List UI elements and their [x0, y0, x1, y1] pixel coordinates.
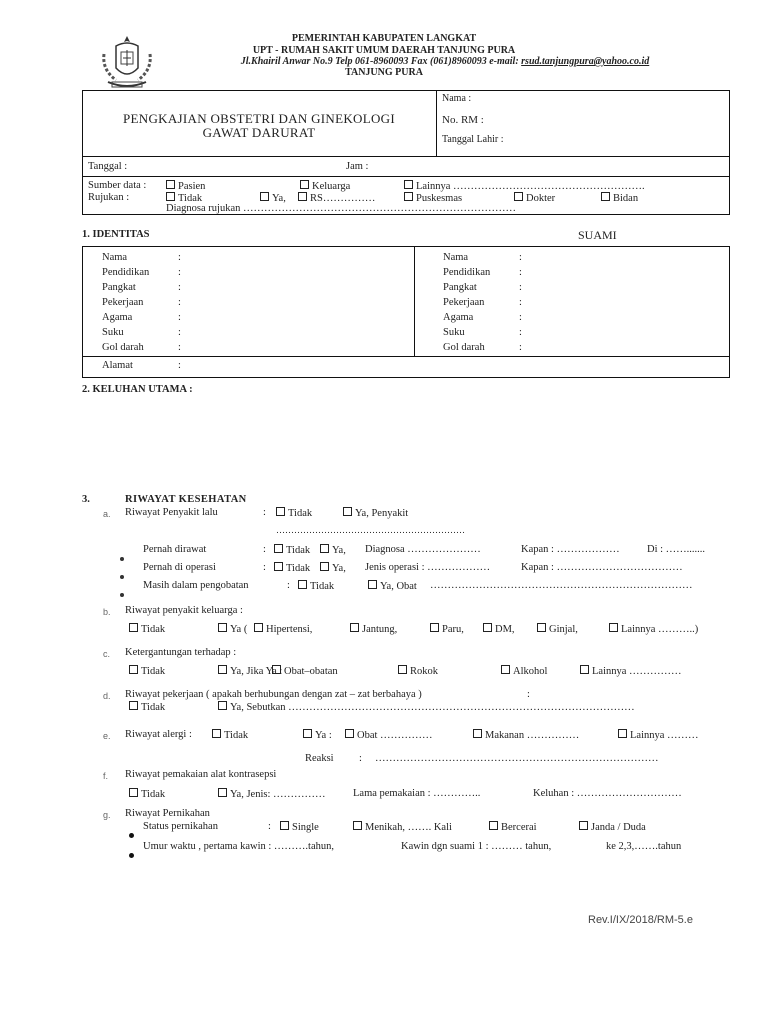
checkbox-icon[interactable] — [514, 192, 523, 201]
identitas-field-label: Pendidikan — [102, 267, 150, 278]
rujukan-tidak[interactable]: Tidak — [166, 192, 202, 205]
patient-no-rm[interactable]: No. RM : — [442, 114, 484, 126]
riwayat-heading: RIWAYAT KESEHATAN — [125, 494, 247, 505]
riwayat-e-option[interactable]: Lainnya ……… — [618, 729, 699, 742]
checkbox-icon[interactable] — [276, 507, 285, 516]
checkbox-icon[interactable] — [537, 623, 546, 632]
checkbox-icon[interactable] — [320, 544, 329, 553]
riwayat-c-label: Ketergantungan terhadap : — [125, 647, 237, 658]
checkbox-icon[interactable] — [368, 580, 377, 589]
colon: : — [287, 580, 290, 591]
identitas-field-colon[interactable]: : — [519, 297, 522, 308]
checkbox-icon[interactable] — [129, 623, 138, 632]
checkbox-icon[interactable] — [343, 507, 352, 516]
header-line2: UPT - RUMAH SAKIT UMUM DAERAH TANJUNG PURA — [252, 45, 516, 56]
riwayat-b-option[interactable]: Paru, — [430, 623, 464, 636]
riwayat-a-letter: a. — [103, 509, 111, 519]
rujukan-label: Rujukan : — [88, 192, 130, 203]
identitas-field-colon[interactable]: : — [178, 282, 181, 293]
colon: : — [359, 753, 362, 764]
form-title-line1: PENGKAJIAN OBSTETRI DAN GINEKOLOGI — [123, 111, 395, 126]
colon: : — [263, 562, 266, 573]
bullet-icon — [120, 584, 124, 602]
riwayat-b-option[interactable]: DM, — [483, 623, 515, 636]
riwayat-a-item-di[interactable]: Di : ……....... — [647, 544, 706, 555]
riwayat-c-option[interactable]: Rokok — [398, 665, 438, 678]
identitas-field-label: Suku — [102, 327, 124, 338]
reaksi-field[interactable]: ……………………………………………………………………… — [375, 753, 659, 764]
checkbox-icon[interactable] — [303, 729, 312, 738]
colon: : — [263, 544, 266, 555]
rujukan-puskesmas[interactable]: Puskesmas — [404, 192, 462, 205]
diagnosa-rujukan[interactable]: Diagnosa rujukan …………………………………………………………………… — [166, 203, 516, 214]
checkbox-icon[interactable] — [501, 665, 510, 674]
status-pernikahan-option[interactable]: Janda / Duda — [579, 821, 646, 834]
checkbox-icon[interactable] — [298, 192, 307, 201]
riwayat-a-item-ya[interactable]: Ya, Obat — [368, 580, 417, 593]
identitas-field-colon[interactable]: : — [519, 267, 522, 278]
checkbox-icon[interactable] — [218, 665, 227, 674]
alamat-label: Alamat — [102, 360, 133, 371]
checkbox-icon[interactable] — [350, 623, 359, 632]
checkbox-icon[interactable] — [274, 544, 283, 553]
checkbox-icon[interactable] — [489, 821, 498, 830]
status-pernikahan-option[interactable]: Bercerai — [489, 821, 537, 834]
riwayat-b-option[interactable]: Hipertensi, — [254, 623, 312, 636]
identitas-field-colon[interactable]: : — [178, 252, 181, 263]
riwayat-c-letter: c. — [103, 649, 111, 659]
bullet-icon — [120, 566, 124, 584]
identitas-field-colon[interactable]: : — [178, 267, 181, 278]
colon: : — [527, 689, 530, 700]
identitas-field-colon[interactable]: : — [178, 312, 181, 323]
riwayat-f-letter: f. — [103, 771, 109, 781]
riwayat-f-tidak[interactable]: Tidak — [129, 788, 165, 801]
checkbox-icon[interactable] — [483, 623, 492, 632]
riwayat-num: 3. — [82, 494, 90, 505]
suami-heading: SUAMI — [578, 228, 617, 242]
checkbox-icon[interactable] — [272, 665, 281, 674]
checkbox-icon[interactable] — [274, 562, 283, 571]
status-pernikahan-option[interactable]: Single — [280, 821, 319, 834]
bullet-icon — [129, 825, 134, 843]
identitas-field-colon[interactable]: : — [519, 312, 522, 323]
identitas-field-label: Gol darah — [443, 342, 485, 353]
riwayat-b-option[interactable]: Jantung, — [350, 623, 397, 636]
identitas-field-label: Nama — [443, 252, 469, 263]
riwayat-f-label: Riwayat pemakaian alat kontrasepsi — [125, 769, 277, 780]
identitas-field-label: Agama — [443, 312, 474, 323]
riwayat-d-tidak[interactable]: Tidak — [129, 701, 165, 714]
checkbox-icon[interactable] — [129, 665, 138, 674]
riwayat-e-tidak[interactable]: Tidak — [212, 729, 248, 742]
header-address: Jl.Khairil Anwar No.9 Telp 061-8960093 Fax (061)8960093 e-mail: rsud.tanjungpura@yahoo.co.id — [240, 56, 650, 67]
checkbox-icon[interactable] — [398, 665, 407, 674]
identitas-field-colon[interactable]: : — [519, 327, 522, 338]
riwayat-c-option[interactable]: Alkohol — [501, 665, 547, 678]
status-pernikahan-option[interactable]: Menikah, ……. Kali — [353, 821, 452, 834]
riwayat-f-ya[interactable]: Ya, Jenis: …………… — [218, 788, 325, 801]
checkbox-icon[interactable] — [280, 821, 289, 830]
colon: : — [268, 821, 271, 832]
sumber-data-label: Sumber data : — [88, 180, 147, 191]
riwayat-b-label: Riwayat penyakit keluarga : — [125, 605, 243, 616]
riwayat-a-item-tidak[interactable]: Tidak — [298, 580, 334, 593]
riwayat-e-ya[interactable]: Ya : — [303, 729, 332, 742]
riwayat-g-letter: g. — [103, 810, 111, 820]
rujukan-dokter[interactable]: Dokter — [514, 192, 555, 205]
header-line4: TANJUNG PURA — [345, 67, 423, 78]
checkbox-icon[interactable] — [260, 192, 269, 201]
riwayat-b-option[interactable]: Lainnya ………..) — [609, 623, 698, 636]
riwayat-a-item-label: Pernah dirawat — [143, 544, 207, 555]
checkbox-icon[interactable] — [580, 665, 589, 674]
riwayat-a-item-detail[interactable]: Jenis operasi : ……………… — [365, 562, 491, 573]
rujukan-rs[interactable]: RS…………… — [298, 192, 375, 205]
identitas-field-label: Nama — [102, 252, 128, 263]
identitas-heading: 1. IDENTITAS — [82, 229, 150, 240]
riwayat-b-tidak[interactable]: Tidak — [129, 623, 165, 636]
riwayat-a-item-tidak[interactable]: Tidak — [274, 544, 310, 557]
checkbox-icon[interactable] — [218, 623, 227, 632]
identitas-field-label: Pangkat — [443, 282, 477, 293]
sumber-lainnya[interactable]: Lainnya ………………………………………………. — [404, 180, 645, 193]
riwayat-a-item-label: Masih dalam pengobatan — [143, 580, 249, 591]
riwayat-a-item-kapan[interactable]: Kapan : ……………… — [521, 544, 620, 555]
identitas-field-label: Agama — [102, 312, 133, 323]
kawin-suami[interactable]: Kawin dgn suami 1 : ……… tahun, — [401, 841, 552, 852]
checkbox-icon[interactable] — [345, 729, 354, 738]
riwayat-a-item-kapan[interactable]: Kapan : ……………………………… — [521, 562, 683, 573]
checkbox-icon[interactable] — [166, 192, 175, 201]
checkbox-icon[interactable] — [579, 821, 588, 830]
riwayat-a-ya[interactable]: Ya, Penyakit — [343, 507, 408, 520]
riwayat-a-tidak[interactable]: Tidak — [276, 507, 312, 520]
bullet-icon — [120, 548, 124, 566]
sumber-keluarga[interactable]: Keluarga — [300, 180, 350, 193]
colon: : — [263, 507, 266, 518]
riwayat-e-label: Riwayat alergi : — [125, 729, 192, 740]
riwayat-a-item-detail[interactable]: ………………………………………………………………… — [430, 580, 693, 591]
riwayat-a-dots[interactable]: ……………………………………………………… — [276, 525, 465, 535]
checkbox-icon[interactable] — [212, 729, 221, 738]
riwayat-d-label: Riwayat pekerjaan ( apakah berhubungan dengan zat – zat berbahaya ) — [125, 689, 422, 700]
checkbox-icon[interactable] — [430, 623, 439, 632]
sumber-pasien[interactable]: Pasien — [166, 180, 205, 193]
checkbox-icon[interactable] — [254, 623, 263, 632]
riwayat-d-letter: d. — [103, 691, 111, 701]
umur-kawin[interactable]: Umur waktu , pertama kawin : ……….tahun, — [143, 841, 334, 852]
riwayat-b-option[interactable]: Ginjal, — [537, 623, 578, 636]
checkbox-icon[interactable] — [609, 623, 618, 632]
header-line1: PEMERINTAH KABUPATEN LANGKAT — [291, 33, 477, 44]
jam-field[interactable]: Jam : — [346, 161, 369, 172]
bullet-icon — [129, 845, 134, 863]
identitas-field-label: Pekerjaan — [443, 297, 485, 308]
identitas-field-colon[interactable]: : — [519, 252, 522, 263]
checkbox-icon[interactable] — [298, 580, 307, 589]
rujukan-ya[interactable]: Ya, — [260, 192, 286, 205]
identitas-field-label: Pekerjaan — [102, 297, 144, 308]
patient-nama[interactable]: Nama : — [442, 93, 472, 104]
header-email: rsud.tanjungpura@yahoo.co.id — [521, 56, 650, 67]
riwayat-a-item-detail[interactable]: Diagnosa ………………… — [365, 544, 481, 555]
riwayat-d-ya[interactable]: Ya, Sebutkan ……………………………………………………………………………………… — [218, 701, 635, 714]
identitas-field-label: Pangkat — [102, 282, 136, 293]
identitas-field-colon[interactable]: : — [178, 342, 181, 353]
identitas-field-colon[interactable]: : — [519, 282, 522, 293]
reaksi-label: Reaksi — [305, 753, 334, 764]
alamat-colon[interactable]: : — [178, 360, 181, 371]
rujukan-bidan[interactable]: Bidan — [601, 192, 638, 205]
riwayat-b-ya[interactable]: Ya ( — [218, 623, 247, 636]
checkbox-icon[interactable] — [618, 729, 627, 738]
checkbox-icon[interactable] — [218, 788, 227, 797]
checkbox-icon[interactable] — [353, 821, 362, 830]
identitas-field-label: Suku — [443, 327, 465, 338]
riwayat-f-lama[interactable]: Lama pemakaian : ………….. — [353, 788, 481, 799]
patient-tanggal-lahir[interactable]: Tanggal Lahir : — [442, 134, 504, 145]
identitas-field-colon[interactable]: : — [178, 297, 181, 308]
identitas-field-label: Pendidikan — [443, 267, 491, 278]
checkbox-icon[interactable] — [473, 729, 482, 738]
status-pernikahan-label: Status pernikahan — [143, 821, 218, 832]
riwayat-a-item-label: Pernah di operasi — [143, 562, 216, 573]
checkbox-icon[interactable] — [601, 192, 610, 201]
identitas-field-label: Gol darah — [102, 342, 144, 353]
keluhan-heading: 2. KELUHAN UTAMA : — [82, 384, 193, 395]
riwayat-e-letter: e. — [103, 731, 111, 741]
riwayat-a-item-ya[interactable]: Ya, — [320, 562, 346, 575]
identitas-field-colon[interactable]: : — [519, 342, 522, 353]
riwayat-c-option[interactable]: Obat–obatan — [272, 665, 338, 678]
checkbox-icon[interactable] — [404, 180, 413, 189]
ke-tahun[interactable]: ke 2,3,…….tahun — [606, 841, 682, 852]
form-title-line2: GAWAT DARURAT — [202, 125, 316, 140]
checkbox-icon[interactable] — [404, 192, 413, 201]
checkbox-icon[interactable] — [300, 180, 309, 189]
riwayat-e-option[interactable]: Makanan …………… — [473, 729, 579, 742]
tanggal-field[interactable]: Tanggal : — [88, 161, 128, 172]
riwayat-g-label: Riwayat Pernikahan — [125, 808, 210, 819]
revision-code: Rev.I/IX/2018/RM-5.e — [588, 914, 693, 926]
riwayat-a-item-tidak[interactable]: Tidak — [274, 562, 310, 575]
checkbox-icon[interactable] — [320, 562, 329, 571]
riwayat-c-option[interactable]: Lainnya …………… — [580, 665, 682, 678]
riwayat-b-letter: b. — [103, 607, 111, 617]
checkbox-icon[interactable] — [129, 788, 138, 797]
identitas-field-colon[interactable]: : — [178, 327, 181, 338]
riwayat-c-tidak[interactable]: Tidak — [129, 665, 165, 678]
riwayat-a-item-ya[interactable]: Ya, — [320, 544, 346, 557]
riwayat-e-option[interactable]: Obat …………… — [345, 729, 433, 742]
riwayat-c-ya[interactable]: Ya, Jika Ya : — [218, 665, 282, 678]
checkbox-icon[interactable] — [218, 701, 227, 710]
riwayat-a-label: Riwayat Penyakit lalu — [125, 507, 218, 518]
riwayat-f-keluhan[interactable]: Keluhan : ………………………… — [533, 788, 682, 799]
checkbox-icon[interactable] — [129, 701, 138, 710]
checkbox-icon[interactable] — [166, 180, 175, 189]
